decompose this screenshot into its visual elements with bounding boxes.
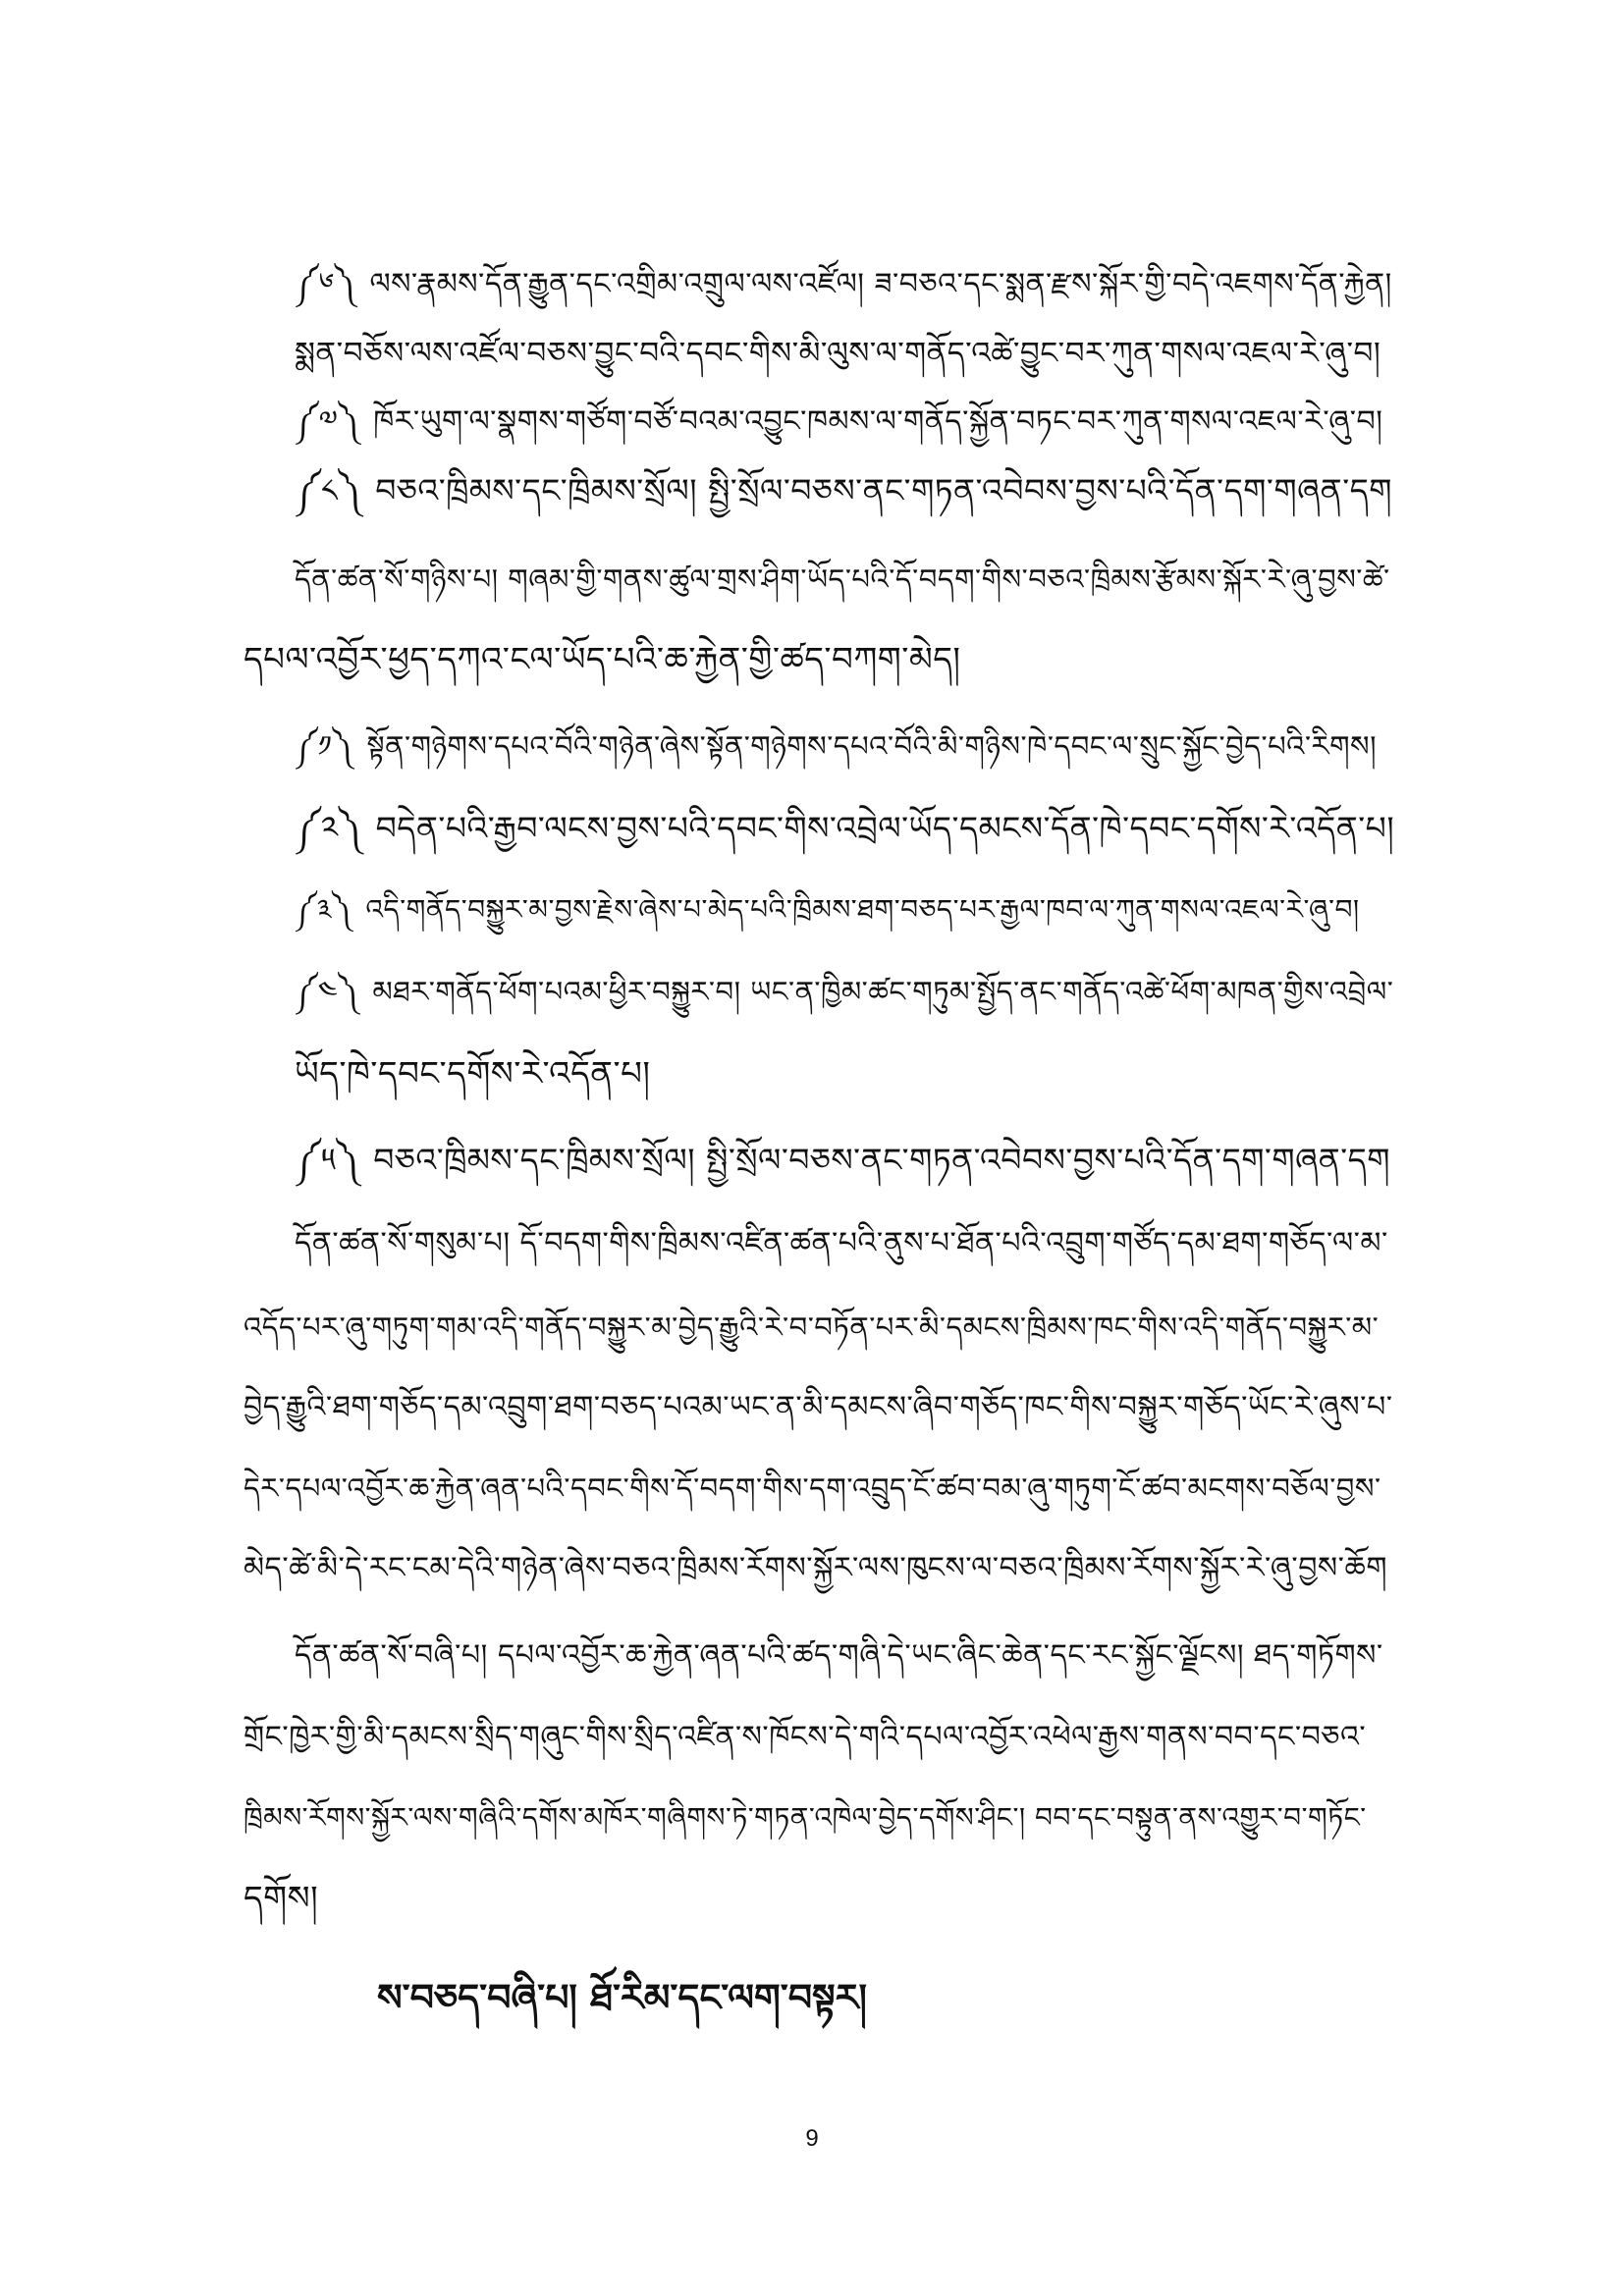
paragraph-line [244, 1306, 1379, 1349]
paragraph-text: དོན་ཚན་སོ་གཉིས་པ། གཞམ་གྱི་གནས་ཚུལ་གྲས་ཤིག་ཡོད་པའི་དོ་བདག་གིས་བཅའ་ཁྲིམས་རྩོམས་སྐོར་རེ་ཞུ་བྱས་ཚེ་ [295, 562, 1390, 596]
paragraph-line [295, 469, 1392, 512]
list-number: ༼༢༽ [295, 809, 362, 847]
paragraph-line [244, 1716, 1366, 1759]
paragraph-text: ཡོད་ཁེ་དབང་དགོས་རེ་འདོན་པ། [295, 1054, 651, 1094]
paragraph-text: ལས་རྣམས་དོན་རྒྱུན་དང་འགྲིམ་འགྲུལ་ལས་འཛོལ། ཟ་བཅའ་དང་སྨན་རྫས་སྐོར་གྱི་བདེ་འཇགས་དོན་རྐྱེན། [369, 267, 1392, 301]
paragraph-line [295, 400, 1382, 444]
paragraph-line [295, 332, 1380, 375]
paragraph-text: དེར་དཔལ་འབྱོར་ཆ་རྐྱེན་ཞན་པའི་དབང་གིས་དོ་བདག་གིས་དག་འབྲུད་ངོ་ཚབ་བམ་ཞུ་གཏུག་ངོ་ཚབ་མངགས་བཅོལ་བྱས་ [244, 1471, 1381, 1505]
section-heading: ས་བཅད་བཞི་པ། ཐོ་རིམ་དང་ལག་བསྟར། [377, 1976, 867, 2019]
list-number: ༼༤༽ [295, 975, 359, 1008]
paragraph-text: འདོད་པར་ཞུ་གཏུག་གམ་འདི་གནོད་བསྐྱུར་མ་བྱེད་རྒྱུའི་རེ་བ་བཏོན་པར་མི་དམངས་ཁྲིམས་ཁང་གིས་འདི་གནོད་བསྐྱུར་མ་ [244, 1310, 1380, 1344]
paragraph-text: མཐར་གནོད་ཕོག་པའམ་ཕྱིར་བསྐྱུར་བ། ཡང་ན་ཁྱིམ་ཚང་གཏུམ་སྤྱོད་ནང་གནོད་འཚེ་ཕོག་མཁན་གྱིས་འབྲེལ་ [372, 975, 1394, 1008]
paragraph-text: བཅའ་ཁྲིམས་དང་ཁྲིམས་སྲོལ། སྤྱི་སྲོལ་བཅས་ནང་གཏན་འབེབས་བྱས་པའི་དོན་དག་གཞན་དག [373, 1141, 1390, 1179]
paragraph-text: སྟོན་གཉེགས་དཔའ་བོའི་གཉེན་ཞེས་སྟོན་གཉེགས་དཔའ་བོའི་མི་གཉིས་ཁེ་དབང་ལ་སྲུང་སྐྱོང་བྱེད་པའི་རིགས། [366, 729, 1378, 763]
paragraph-line [295, 1139, 1390, 1182]
list-number: ༼༧༽ [295, 404, 360, 439]
paragraph-text: ཁྲིམས་རོགས་སྐྱོར་ལས་གཞིའི་དགོས་མཁོར་གཞིགས་ཏེ་གཏན་འཁེལ་བྱེད་དགོས་ཤིང་། བབ་དང་བསྟུན་ནས་འགྱུར་བ་གཏོང་ [244, 1801, 1367, 1834]
paragraph-text: གྲོང་ཁྱེར་གྱི་མི་དམངས་སྲིད་གཞུང་གིས་སྲིད་འཛིན་ས་ཁོངས་དེ་གའི་དཔལ་འབྱོར་འཕེལ་རྒྱས་གནས་བབ་དང་བཅའ་ [244, 1720, 1367, 1754]
paragraph-line [244, 1877, 318, 1920]
paragraph-line [244, 1386, 1393, 1429]
paragraph-text: དོན་ཚན་སོ་གསུམ་པ། དོ་བདག་གིས་ཁྲིམས་འཛིན་ཚན་པའི་ནུས་པ་ཐོན་པའི་འབྲུག་གཙོད་དམ་ཐག་གཅོད་ལ་མ་ [295, 1226, 1388, 1260]
paragraph-text: མེད་ཚེ་མི་དེ་རང་ངམ་དེའི་གཉེན་ཞེས་བཅའ་ཁྲིམས་རོགས་སྐྱོར་ལས་ཁུངས་ལ་བཅའ་ཁྲིམས་རོགས་སྐྱོར་རེ་ཞུ་བྱས་ཆོག [244, 1551, 1387, 1585]
paragraph-line [295, 1222, 1388, 1265]
paragraph-text: དཔལ་འབྱོར་ཕྱད་དཀའ་ངལ་ཡོད་པའི་ཆ་རྐྱེན་གྱི་ཚད་བཀག་མེད། [244, 640, 961, 679]
paragraph-line [295, 558, 1390, 601]
paragraph-line [295, 724, 1377, 768]
paragraph-line [295, 888, 1360, 932]
paragraph-text: བཅའ་ཁྲིམས་དང་ཁྲིམས་སྲོལ། སྤྱི་སྲོལ་བཅས་ནང་གཏན་འབེབས་བྱས་པའི་དོན་དག་གཞན་དག [375, 471, 1392, 509]
list-number: ༼༨༽ [295, 471, 362, 509]
paragraph-line [295, 263, 1392, 306]
paragraph-text: དགོས། [244, 1879, 319, 1918]
paragraph-text: སྨན་བཅོས་ལས་འཛོལ་བཅས་བྱུང་བའི་དབང་གིས་མི་ལུས་ལ་གནོད་འཚེ་བྱུང་བར་ཀུན་གསལ་འཇལ་རེ་ཞུ་བ། [295, 336, 1381, 371]
list-number: ༼༡༽ [295, 729, 353, 763]
paragraph-line [295, 1052, 650, 1095]
paragraph-line [244, 638, 960, 681]
paragraph-line [244, 1796, 1367, 1840]
paragraph-text: དོན་ཚན་སོ་བཞི་པ། དཔལ་འབྱོར་ཆ་རྐྱེན་ཞན་པའི་ཚད་གཞི་དེ་ཡང་ཞིང་ཆེན་དང་རང་སྐྱོང་ལྗོངས། ཐད་གཏོགས་ [295, 1638, 1383, 1673]
page-number: 9 [805, 2125, 819, 2152]
paragraph-line [244, 1467, 1381, 1510]
paragraph-text: བྱེད་རྒྱུའི་ཐག་གཅོད་དམ་འབྲུག་ཐག་བཅད་པའམ་ཡང་ན་མི་དམངས་ཞིབ་གཅོད་ཁང་གིས་བསྐྱུར་གཅོད་ཡོང་རེ་ཞུས་པ་ [244, 1390, 1393, 1424]
paragraph-line [295, 807, 1394, 850]
paragraph-text: ཁོར་ཡུག་ལ་སྣགས་གཙོག་བཙོ་བའམ་འབྱུང་ཁམས་ལ་གནོད་སྐྱོན་བཏང་བར་ཀུན་གསལ་འཇལ་རེ་ཞུ་བ། [373, 404, 1383, 439]
paragraph-text: བདེན་པའི་རྒྱབ་ལངས་བྱས་པའི་དབང་གིས་འབྲེལ་ཡོད་དམངས་དོན་ཁེ་དབང་དགོས་རེ་འདོན་པ། [375, 809, 1395, 847]
paragraph-text: འདི་གནོད་བསྐྱུར་མ་བྱས་རྗེས་ཞེས་པ་མེད་པའི་ཁྲིམས་ཐག་བཅད་པར་རྒྱལ་ཁབ་ལ་ཀུན་གསལ་འཇལ་རེ་ཞུ་བ། [365, 893, 1360, 926]
paragraph-line [244, 1547, 1387, 1590]
list-number: ༼༦༽ [295, 267, 356, 301]
paragraph-line [295, 970, 1393, 1013]
list-number: ༼༥༽ [295, 1141, 360, 1179]
list-number: ༼༣༽ [295, 893, 352, 926]
paragraph-line [295, 1634, 1383, 1678]
